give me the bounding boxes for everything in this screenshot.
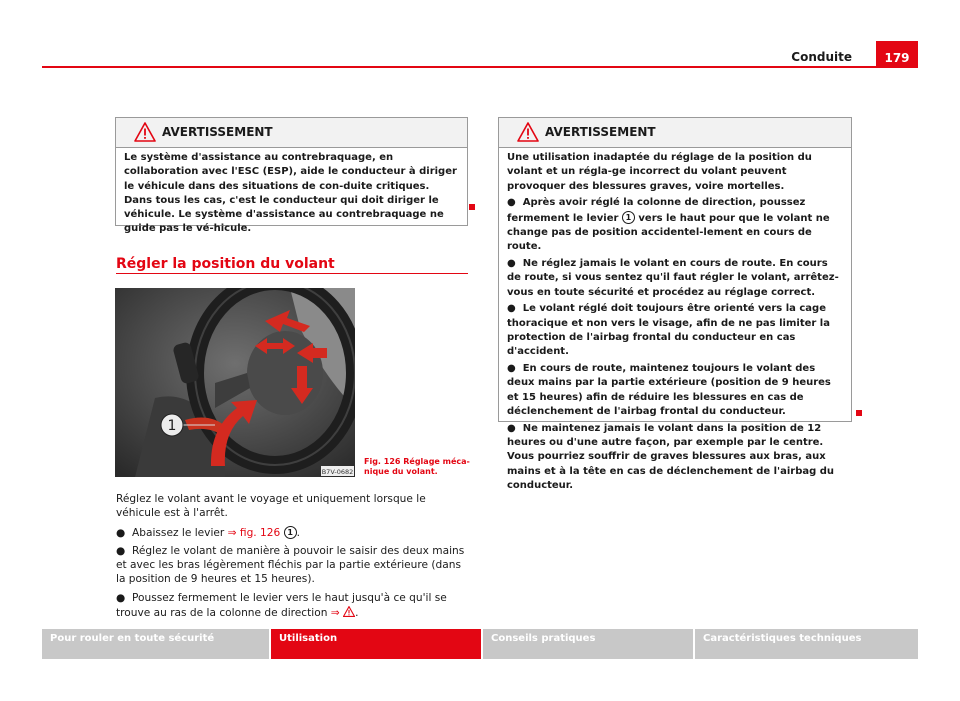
warning-header <box>499 118 851 148</box>
section-end-marker <box>469 204 475 210</box>
warning-box-right <box>498 117 852 492</box>
page-number: 179 <box>876 41 918 68</box>
warning-text <box>499 148 851 493</box>
footer-tab-tips[interactable]: Conseils pratiques <box>483 629 693 659</box>
section-title: Conduite <box>791 50 852 64</box>
warning-item-1: ● Après avoir réglé la colonne de direction, poussez fermement le levier 1 vers le haut pour que le volant ne change pas de position accidentel-lement en cours de route. <box>507 197 830 253</box>
warning-intro: Une utilisation inadaptée du réglage de la position du volant et un régla-ge incorrect du volant peuvent provoquer des blessures graves, voire mortelles. <box>507 152 812 192</box>
warning-box-left <box>115 117 468 235</box>
warning-item-3: ● Le volant réglé doit toujours être orienté vers la cage thoracique et non vers le visage, afin de ne pas limiter la protection de l'airbag frontal du conducteur en cas d'accident. <box>507 303 830 358</box>
step-3: ● Poussez fermement le levier vers le haut jusqu'à ce qu'il se trouve au ras de la colonne de direction ⇒ . <box>116 591 447 619</box>
figure-reference-link[interactable]: ⇒ fig. 126 <box>227 526 281 539</box>
warning-item-4: ● En cours de route, maintenez toujours le volant des deux mains par la partie extérieure (position de 9 heures et 15 heures) afin de réduire les blessures en cas de déclenchement de l'airbag frontal du conducteur. <box>507 363 831 418</box>
warning-title: AVERTISSEMENT <box>545 125 656 139</box>
warning-triangle-icon <box>343 606 355 617</box>
bullet: ● <box>116 526 126 539</box>
warning-triangle-icon <box>134 122 156 142</box>
warning-title: AVERTISSEMENT <box>162 125 273 139</box>
footer-tab-specs[interactable]: Caractéristiques techniques <box>695 629 918 659</box>
instructions <box>116 493 471 625</box>
callout-badge: 1 <box>284 526 297 539</box>
section-end-marker <box>856 410 862 416</box>
warning-text <box>116 148 467 237</box>
warning-item-2: ● Ne réglez jamais le volant en cours de route. En cours de route, si vous sentez qu'il faut régler le volant, arrêtez-vous en toute sécurité et procédez au réglage correct. <box>507 258 839 298</box>
warning-triangle-icon <box>517 122 539 142</box>
intro-paragraph: Réglez le volant avant le voyage et uniquement lorsque le véhicule est à l'arrêt. <box>116 493 426 519</box>
figure-callout-1: 1 <box>167 418 177 434</box>
figure-caption-line-2: nique du volant. <box>364 467 438 476</box>
figure-caption <box>364 457 470 477</box>
bullet: ● <box>116 591 126 604</box>
warning-item-5: ● Ne maintenez jamais le volant dans la position de 12 heures ou d'une autre façon, par exemple par le centre. Vous pourriez souffrir de graves blessures aux bras, aux mains et à la tête en cas de déclenchement de l'airbag du conducteur. <box>507 422 835 492</box>
section-heading: Régler la position du volant <box>116 256 335 272</box>
heading-rule <box>116 273 468 274</box>
warning-reference-link[interactable]: ⇒ <box>331 607 355 619</box>
callout-badge: 1 <box>622 211 635 224</box>
warning-paragraph: Le système d'assistance au contrebraquage, en collaboration avec l'ESC (ESP), aide le conducteur à diriger le véhicule dans des situations de con-duite critiques. Dans tous les cas, c'est le conducteur qui doit diriger le véhicule. Le système d'assistance au contrebraquage ne guide pas le vé-hicule. <box>124 152 457 235</box>
figure-caption-line-1: Fig. 126 Réglage méca- <box>364 457 470 466</box>
footer-tab-usage[interactable]: Utilisation <box>271 629 481 659</box>
bullet: ● <box>116 545 126 558</box>
step-1: ● Abaissez le levier ⇒ fig. 126 1 . <box>116 526 301 539</box>
header-rule <box>42 66 918 68</box>
figure-steering-wheel <box>115 288 355 477</box>
figure-code: B7V-0682 <box>321 468 354 476</box>
steering-wheel-illustration <box>115 288 355 477</box>
warning-header <box>116 118 467 148</box>
step-2: ● Réglez le volant de manière à pouvoir le saisir des deux mains et avec les bras légèrement fléchis par la partie extérieure (dans la position de 9 heures et 15 heures). <box>116 545 465 585</box>
footer-tab-safety[interactable]: Pour rouler en toute sécurité <box>42 629 269 659</box>
